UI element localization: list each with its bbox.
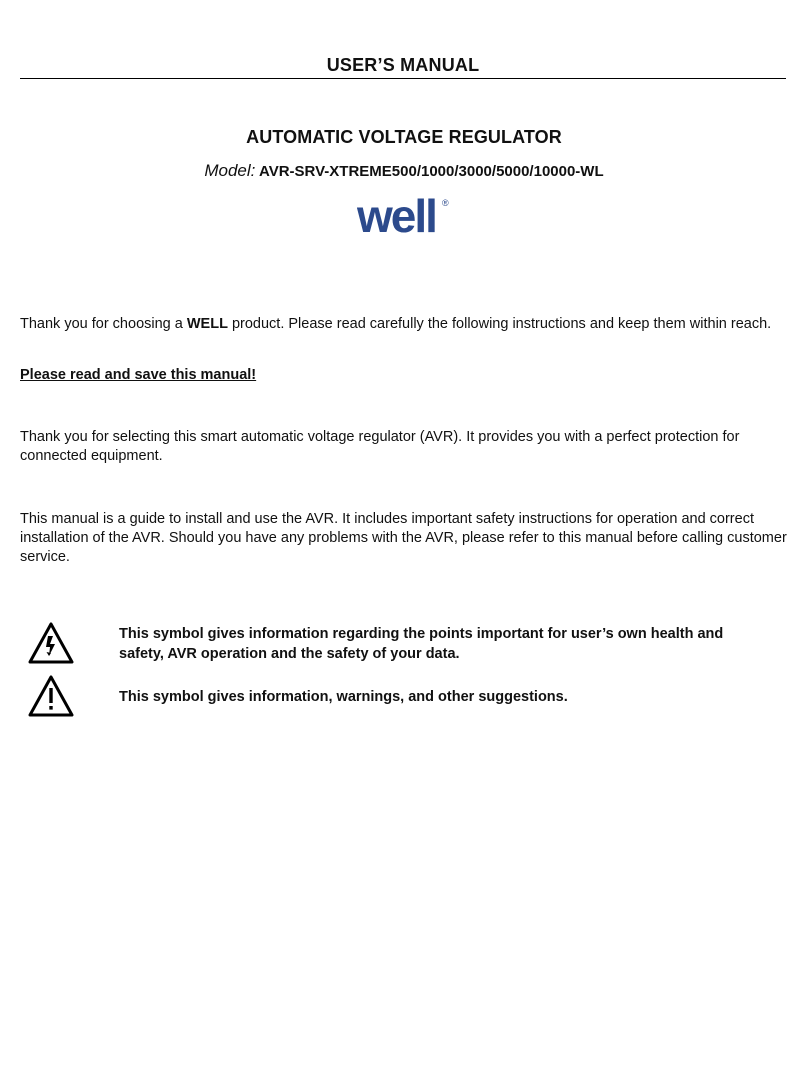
header-divider xyxy=(20,78,786,79)
warning-icon xyxy=(28,675,74,717)
document-title: AUTOMATIC VOLTAGE REGULATOR xyxy=(246,127,562,147)
avr-intro-paragraph: Thank you for selecting this smart automatic voltage regulator (AVR). It provides you with a perfect protection for connected equipment. xyxy=(20,429,740,464)
hazard-symbol-text: This symbol gives information regarding the points important for user’s own health and safety, AVR operation and the safety of your data. xyxy=(119,626,724,662)
warning-symbol-text: This symbol gives information, warnings, and other suggestions. xyxy=(119,689,568,705)
electric-hazard-icon xyxy=(28,622,74,664)
manual-header-title: USER’S MANUAL xyxy=(326,55,480,75)
brand-name: WELL xyxy=(186,316,228,332)
manual-purpose-paragraph: This manual is a guide to install and use the AVR. It includes important safety instructions for operation and correct installation of the AVR. Should you have any problems with the AVR, please refer to this manual before calling customer service. xyxy=(20,511,787,565)
svg-text:®: ® xyxy=(442,198,449,208)
model-line xyxy=(0,161,808,181)
intro-paragraph: Thank you for choosing a WELL product. Please read carefully the following instructions and keep them within reach. xyxy=(20,316,772,332)
save-manual-notice: Please read and save this manual! xyxy=(20,367,257,383)
well-logo xyxy=(357,194,451,238)
model-number: AVR-SRV-XTREME500/1000/3000/5000/10000-WL xyxy=(259,163,604,180)
svg-text:well: well xyxy=(357,194,436,238)
model-label: Model: xyxy=(204,161,256,180)
